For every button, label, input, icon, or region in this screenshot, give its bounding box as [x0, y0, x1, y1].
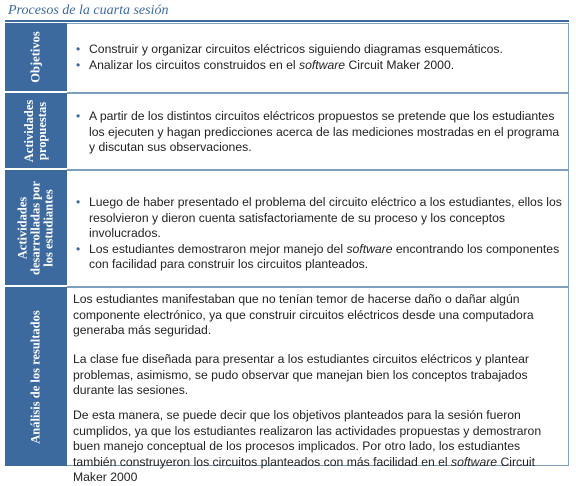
row-label-cell — [5, 287, 67, 466]
row-content-actividades-propuestas — [67, 93, 569, 170]
row-analisis — [5, 287, 569, 484]
bullet-dot-icon: • — [76, 109, 81, 123]
bullet-dot-icon: • — [76, 42, 81, 56]
bullet-dot-icon: • — [76, 57, 81, 72]
list-item: • A partir de los distintos circuitos eléctricos propuestos se pretende que los estudiantes los ejecuten y hagan predicciones acerca de las mediciones mostradas en el programa y discutan sus observaciones. — [76, 109, 560, 154]
row-label-objetivos: Objetivos — [28, 31, 43, 83]
bullet-dot-icon: • — [76, 241, 81, 256]
title-rule — [5, 20, 569, 22]
row-content-objetivos — [67, 23, 569, 93]
bullet-dot-icon: • — [76, 195, 81, 209]
row-actividades-propuestas — [5, 93, 569, 170]
row-content-actividades-desarrolladas — [67, 170, 569, 287]
list-item: • Analizar los circuitos construidos en el software Circuit Maker 2000. — [76, 57, 455, 72]
list-item: • Luego de haber presentado el problema del circuito eléctrico a los estudiantes, ellos los resolvieron y dieron cuenta satisfactoriamente de su proceso y los conceptos involucrados. — [76, 195, 562, 240]
row-label-actividades-propuestas: Actividades propuestas — [22, 99, 49, 162]
row-label-analisis: Análisis de los resultados — [28, 309, 43, 444]
analysis-paragraph-3: De esta manera, se puede decir que los objetivos planteados para la sesión fueron cumplidos, ya que los estudiantes realizaron las actividades propuestas y demostraron buen manejo conceptual de los procesos implicados. Por otro lado, los estudiantes también construyeron los circuitos planteados con más facilidad en el software Circuit Maker 2000 — [73, 408, 542, 484]
table-title: Procesos de la cuarta sesión — [8, 3, 169, 18]
row-label-cell — [5, 23, 67, 93]
row-objetivos — [5, 23, 569, 93]
analysis-paragraph-2: La clase fue diseñada para presentar a los estudiantes circuitos eléctricos y plantear problemas, asimismo, se pudo observar que manejan bien los conceptos trabajados durante las sesiones. — [73, 352, 529, 397]
list-item: • Construir y organizar circuitos eléctricos siguiendo diagramas esquemáticos. — [76, 42, 503, 56]
row-label-actividades-desarrolladas: Actividades desarrolladas por los estudiantes — [15, 180, 56, 275]
row-label-cell — [5, 170, 67, 287]
row-label-cell — [5, 93, 67, 170]
analysis-paragraph-1: Los estudiantes manifestaban que no tenían temor de hacerse daño o dañar algún componente electrónico, ya que construir circuitos eléctricos desde una computadora generaba más seguridad. — [73, 292, 534, 337]
list-item: • Los estudiantes demostraron mejor manejo del software encontrando los componentes con facilidad para construir los circuitos planteados. — [76, 241, 560, 271]
row-content-analisis — [67, 287, 569, 484]
row-actividades-desarrolladas — [5, 170, 569, 287]
